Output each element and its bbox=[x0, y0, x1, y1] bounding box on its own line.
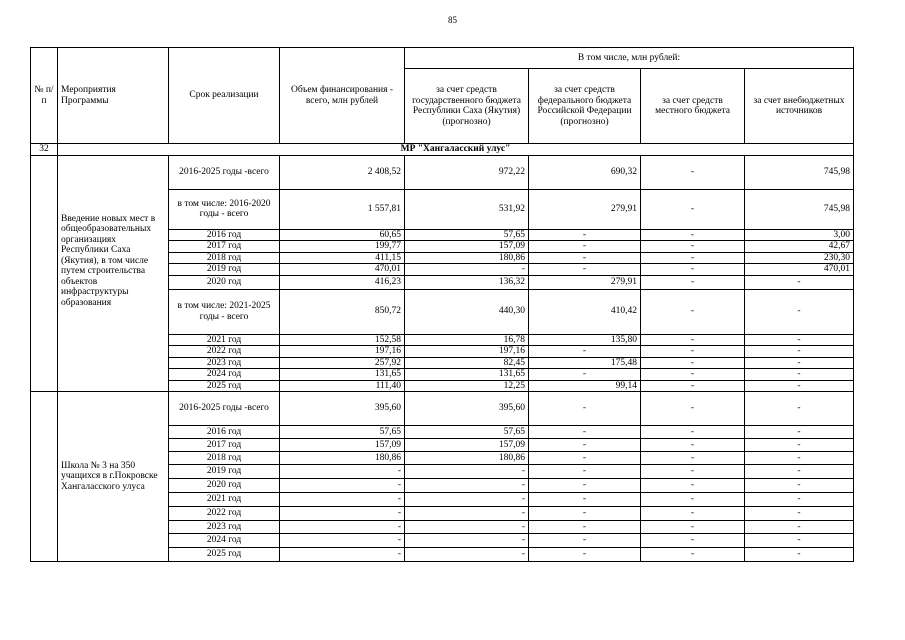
state-cell: 16,78 bbox=[405, 334, 529, 346]
total-cell: 1 557,81 bbox=[280, 189, 405, 229]
header-total: Объем финансирования - всего, млн рублей bbox=[280, 48, 405, 144]
federal-cell: - bbox=[529, 439, 641, 452]
block-num-cell bbox=[31, 392, 58, 562]
local-cell: - bbox=[641, 334, 745, 346]
state-cell: - bbox=[405, 493, 529, 507]
federal-cell: - bbox=[529, 264, 641, 276]
federal-cell: - bbox=[529, 493, 641, 507]
period-cell: 2022 год bbox=[169, 346, 280, 358]
offbudget-cell: - bbox=[745, 465, 854, 479]
local-cell: - bbox=[641, 229, 745, 241]
period-cell: 2016-2025 годы -всего bbox=[169, 392, 280, 426]
period-cell: 2016 год bbox=[169, 426, 280, 439]
measure-name: Введение новых мест в общеобразовательных организациях Республики Саха (Якутия), в том числе путем строительства объектов инфраструктуры образования bbox=[58, 155, 169, 392]
offbudget-cell: - bbox=[745, 521, 854, 534]
state-cell: - bbox=[405, 548, 529, 562]
offbudget-cell: - bbox=[745, 493, 854, 507]
total-cell: 197,16 bbox=[280, 346, 405, 358]
total-cell: 470,01 bbox=[280, 264, 405, 276]
block-num-cell bbox=[31, 155, 58, 392]
offbudget-cell: - bbox=[745, 357, 854, 369]
header-period: Срок реализации bbox=[169, 48, 280, 144]
state-cell: 131,65 bbox=[405, 369, 529, 381]
offbudget-cell: - bbox=[745, 426, 854, 439]
local-cell: - bbox=[641, 534, 745, 548]
total-cell: 257,92 bbox=[280, 357, 405, 369]
local-cell: - bbox=[641, 507, 745, 521]
period-cell: 2020 год bbox=[169, 275, 280, 289]
period-cell: 2022 год bbox=[169, 507, 280, 521]
local-cell: - bbox=[641, 189, 745, 229]
local-cell: - bbox=[641, 426, 745, 439]
period-cell: 2024 год bbox=[169, 534, 280, 548]
total-cell: 180,86 bbox=[280, 452, 405, 465]
period-cell: 2020 год bbox=[169, 479, 280, 493]
federal-cell: 99,14 bbox=[529, 380, 641, 392]
federal-cell: - bbox=[529, 369, 641, 381]
period-cell: 2018 год bbox=[169, 452, 280, 465]
state-cell: 180,86 bbox=[405, 252, 529, 264]
state-cell: 197,16 bbox=[405, 346, 529, 358]
total-cell: 111,40 bbox=[280, 380, 405, 392]
state-cell: 531,92 bbox=[405, 189, 529, 229]
federal-cell: - bbox=[529, 252, 641, 264]
local-cell: - bbox=[641, 155, 745, 189]
header-state: за счет средств государственного бюджета Республики Саха (Якутия) (прогнозно) bbox=[405, 69, 529, 144]
total-cell: 850,72 bbox=[280, 289, 405, 334]
offbudget-cell: 42,67 bbox=[745, 241, 854, 253]
state-cell: 395,60 bbox=[405, 392, 529, 426]
offbudget-cell: 3,00 bbox=[745, 229, 854, 241]
total-cell: 395,60 bbox=[280, 392, 405, 426]
offbudget-cell: - bbox=[745, 534, 854, 548]
period-cell: 2025 год bbox=[169, 548, 280, 562]
state-cell: - bbox=[405, 521, 529, 534]
state-cell: 57,65 bbox=[405, 426, 529, 439]
section-row bbox=[31, 144, 854, 156]
local-cell: - bbox=[641, 465, 745, 479]
local-cell: - bbox=[641, 479, 745, 493]
period-cell: 2017 год bbox=[169, 241, 280, 253]
period-cell: 2016 год bbox=[169, 229, 280, 241]
state-cell: - bbox=[405, 465, 529, 479]
federal-cell: 410,42 bbox=[529, 289, 641, 334]
period-cell: 2025 год bbox=[169, 380, 280, 392]
table-row bbox=[31, 392, 854, 426]
offbudget-cell: 745,98 bbox=[745, 155, 854, 189]
federal-cell: - bbox=[529, 346, 641, 358]
local-cell: - bbox=[641, 521, 745, 534]
state-cell: - bbox=[405, 264, 529, 276]
state-cell: 157,09 bbox=[405, 439, 529, 452]
period-cell: 2019 год bbox=[169, 465, 280, 479]
total-cell: 60,65 bbox=[280, 229, 405, 241]
offbudget-cell: - bbox=[745, 380, 854, 392]
header-measure: Мероприятия Программы bbox=[58, 48, 169, 144]
state-cell: - bbox=[405, 479, 529, 493]
header-federal: за счет средств федерального бюджета Российской Федерации (прогнозно) bbox=[529, 69, 641, 144]
federal-cell: - bbox=[529, 465, 641, 479]
period-cell: 2021 год bbox=[169, 493, 280, 507]
period-cell: 2018 год bbox=[169, 252, 280, 264]
local-cell: - bbox=[641, 493, 745, 507]
header-row-1 bbox=[31, 48, 854, 69]
total-cell: - bbox=[280, 521, 405, 534]
period-cell: 2017 год bbox=[169, 439, 280, 452]
offbudget-cell: 230,30 bbox=[745, 252, 854, 264]
total-cell: 152,58 bbox=[280, 334, 405, 346]
period-cell: 2024 год bbox=[169, 369, 280, 381]
financing-table bbox=[30, 47, 854, 562]
federal-cell: 175,48 bbox=[529, 357, 641, 369]
federal-cell: - bbox=[529, 241, 641, 253]
total-cell: - bbox=[280, 479, 405, 493]
header-num: № п/п bbox=[31, 48, 58, 144]
period-cell: 2023 год bbox=[169, 521, 280, 534]
state-cell: 180,86 bbox=[405, 452, 529, 465]
period-cell: 2021 год bbox=[169, 334, 280, 346]
table-row bbox=[31, 155, 854, 189]
section-title: МР "Хангаласский улус" bbox=[58, 144, 854, 156]
offbudget-cell: - bbox=[745, 479, 854, 493]
section-num: 32 bbox=[31, 144, 58, 156]
offbudget-cell: - bbox=[745, 334, 854, 346]
local-cell: - bbox=[641, 357, 745, 369]
total-cell: - bbox=[280, 493, 405, 507]
local-cell: - bbox=[641, 439, 745, 452]
offbudget-cell: - bbox=[745, 289, 854, 334]
state-cell: 157,09 bbox=[405, 241, 529, 253]
offbudget-cell: - bbox=[745, 392, 854, 426]
state-cell: 57,65 bbox=[405, 229, 529, 241]
period-cell: 2019 год bbox=[169, 264, 280, 276]
page-number: 85 bbox=[448, 15, 457, 25]
offbudget-cell: - bbox=[745, 346, 854, 358]
total-cell: - bbox=[280, 465, 405, 479]
offbudget-cell: - bbox=[745, 452, 854, 465]
local-cell: - bbox=[641, 264, 745, 276]
total-cell: 411,15 bbox=[280, 252, 405, 264]
period-cell: 2016-2025 годы -всего bbox=[169, 155, 280, 189]
state-cell: 12,25 bbox=[405, 380, 529, 392]
offbudget-cell: - bbox=[745, 275, 854, 289]
federal-cell: - bbox=[529, 521, 641, 534]
total-cell: 199,77 bbox=[280, 241, 405, 253]
local-cell: - bbox=[641, 346, 745, 358]
federal-cell: - bbox=[529, 392, 641, 426]
federal-cell: - bbox=[529, 426, 641, 439]
offbudget-cell: - bbox=[745, 439, 854, 452]
total-cell: 2 408,52 bbox=[280, 155, 405, 189]
state-cell: - bbox=[405, 534, 529, 548]
period-cell: в том числе: 2016-2020 годы - всего bbox=[169, 189, 280, 229]
federal-cell: 135,80 bbox=[529, 334, 641, 346]
local-cell: - bbox=[641, 380, 745, 392]
federal-cell: 690,32 bbox=[529, 155, 641, 189]
federal-cell: - bbox=[529, 229, 641, 241]
header-group: В том числе, млн рублей: bbox=[405, 48, 854, 69]
federal-cell: - bbox=[529, 452, 641, 465]
federal-cell: 279,91 bbox=[529, 189, 641, 229]
state-cell: 440,30 bbox=[405, 289, 529, 334]
federal-cell: - bbox=[529, 479, 641, 493]
state-cell: - bbox=[405, 507, 529, 521]
federal-cell: 279,91 bbox=[529, 275, 641, 289]
total-cell: 57,65 bbox=[280, 426, 405, 439]
federal-cell: - bbox=[529, 548, 641, 562]
offbudget-cell: 470,01 bbox=[745, 264, 854, 276]
local-cell: - bbox=[641, 369, 745, 381]
header-offbudget: за счет внебюджетных источников bbox=[745, 69, 854, 144]
state-cell: 972,22 bbox=[405, 155, 529, 189]
measure-name: Школа № 3 на 350 учащихся в г.Покровске Хангаласского улуса bbox=[58, 392, 169, 562]
local-cell: - bbox=[641, 392, 745, 426]
period-cell: 2023 год bbox=[169, 357, 280, 369]
local-cell: - bbox=[641, 241, 745, 253]
total-cell: - bbox=[280, 548, 405, 562]
offbudget-cell: - bbox=[745, 369, 854, 381]
offbudget-cell: - bbox=[745, 507, 854, 521]
federal-cell: - bbox=[529, 534, 641, 548]
offbudget-cell: - bbox=[745, 548, 854, 562]
state-cell: 82,45 bbox=[405, 357, 529, 369]
total-cell: 157,09 bbox=[280, 439, 405, 452]
state-cell: 136,32 bbox=[405, 275, 529, 289]
offbudget-cell: 745,98 bbox=[745, 189, 854, 229]
local-cell: - bbox=[641, 252, 745, 264]
total-cell: - bbox=[280, 534, 405, 548]
local-cell: - bbox=[641, 548, 745, 562]
period-cell: в том числе: 2021-2025 годы - всего bbox=[169, 289, 280, 334]
local-cell: - bbox=[641, 289, 745, 334]
header-local: за счет средств местного бюджета bbox=[641, 69, 745, 144]
local-cell: - bbox=[641, 275, 745, 289]
total-cell: - bbox=[280, 507, 405, 521]
federal-cell: - bbox=[529, 507, 641, 521]
local-cell: - bbox=[641, 452, 745, 465]
total-cell: 131,65 bbox=[280, 369, 405, 381]
total-cell: 416,23 bbox=[280, 275, 405, 289]
